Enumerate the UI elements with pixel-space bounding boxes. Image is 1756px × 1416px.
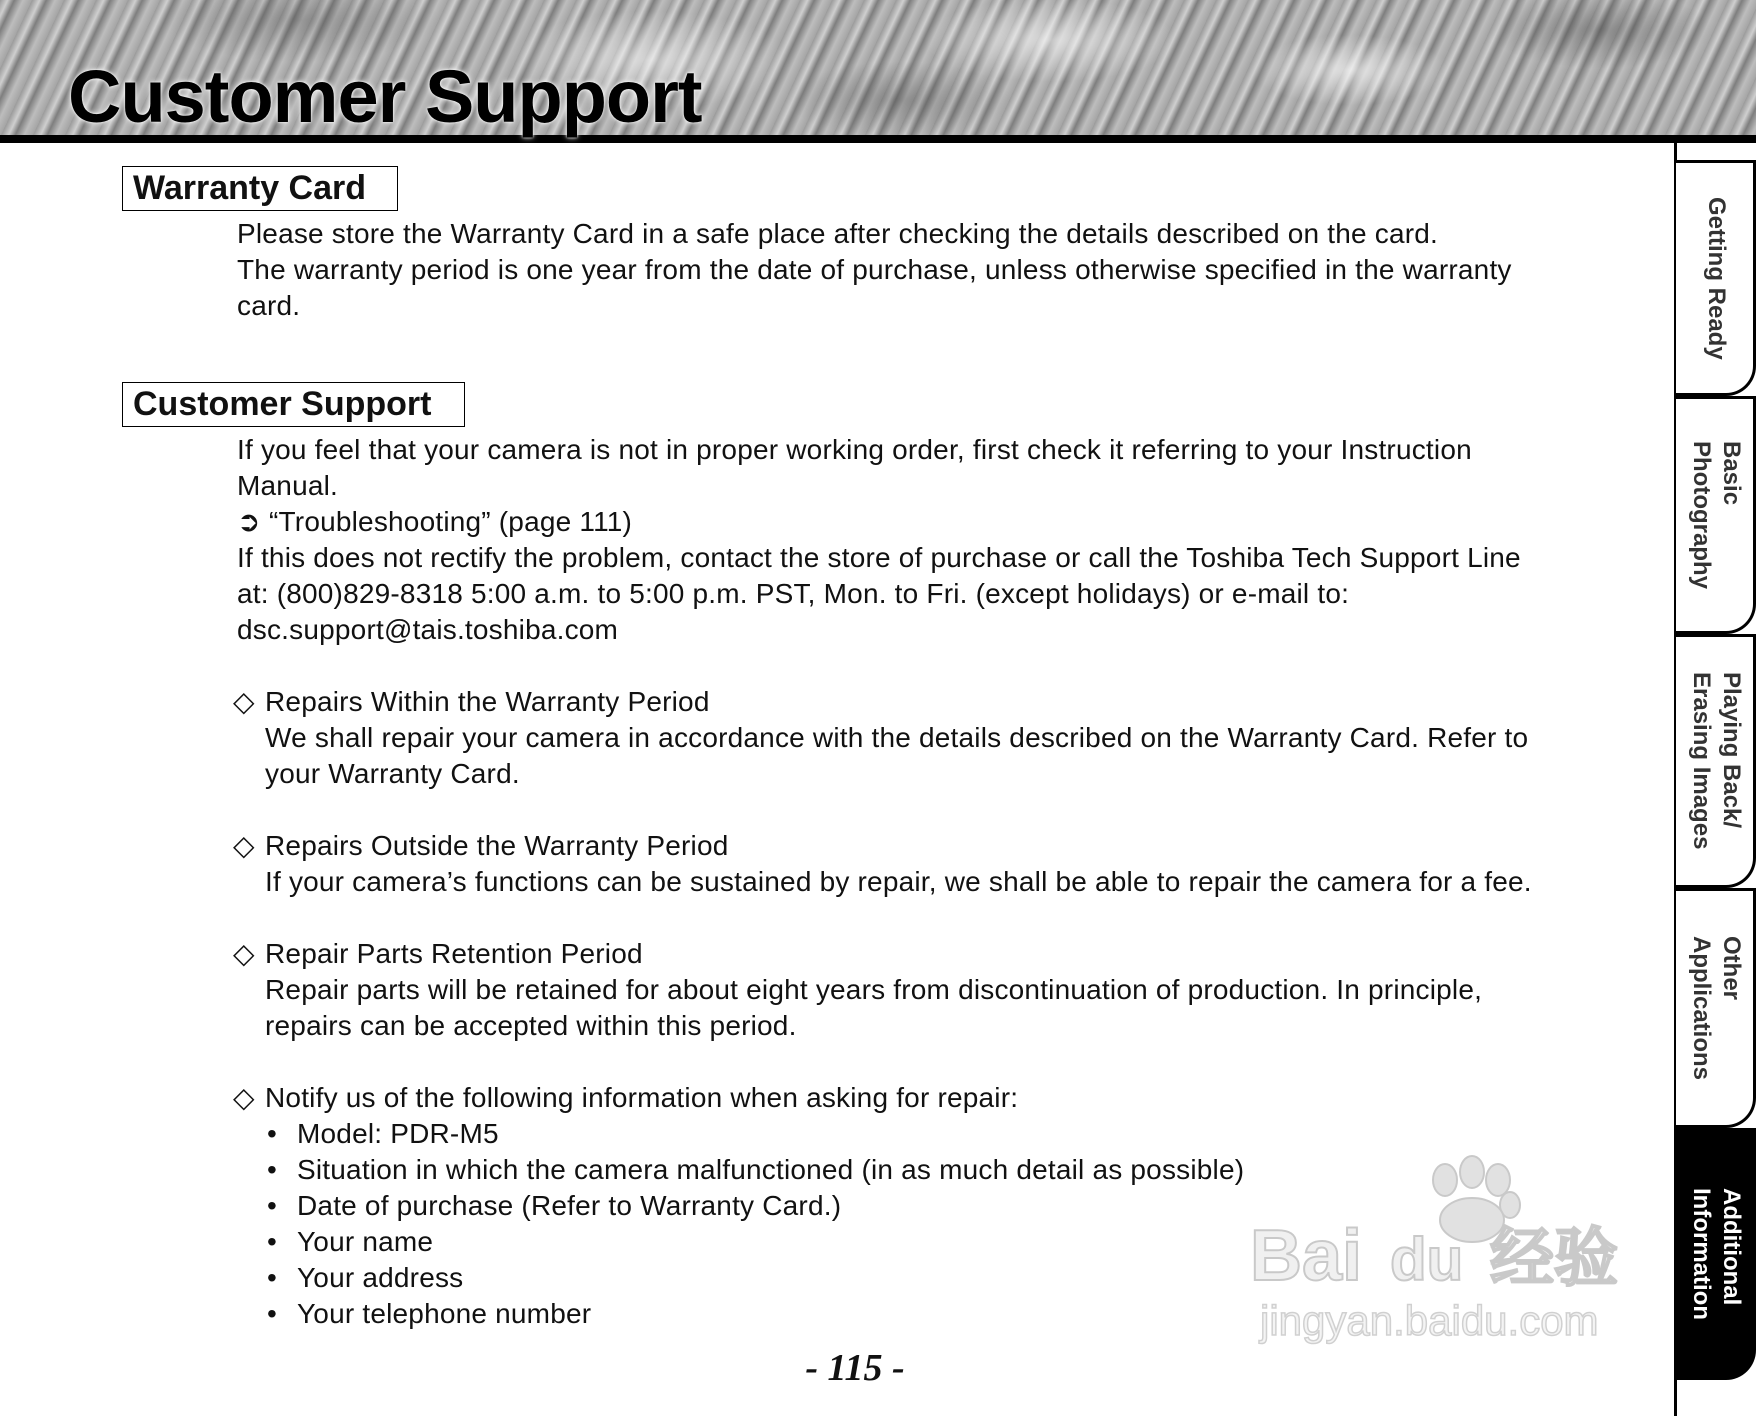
reference-arrow-icon: ➲ <box>237 506 261 537</box>
tab-getting-ready[interactable] <box>1676 160 1756 396</box>
warranty-line: card. <box>237 290 301 321</box>
tab-label: Playing Back/ Erasing Images <box>1688 672 1745 850</box>
list-item-text: Model: PDR-M5 <box>297 1118 499 1149</box>
bullet-icon: • <box>267 1262 278 1293</box>
warranty-line: The warranty period is one year from the date of purchase, unless otherwise specified in the warranty <box>237 254 1512 285</box>
list-item-text: Situation in which the camera malfunctioned (in as much detail as possible) <box>297 1154 1245 1185</box>
support-email[interactable]: dsc.support@tais.toshiba.com <box>237 614 619 645</box>
item-line: If your camera’s functions can be sustained by repair, we shall be able to repair the camera for a fee. <box>265 866 1532 897</box>
svg-text:经验: 经验 <box>1490 1222 1618 1296</box>
bullet-icon: • <box>267 1190 278 1221</box>
diamond-icon: ◇ <box>233 938 255 969</box>
list-item <box>233 1188 1244 1224</box>
troubleshooting-link[interactable]: “Troubleshooting” (page 111) <box>269 506 633 537</box>
diamond-icon: ◇ <box>233 1082 255 1113</box>
item-title <box>233 828 1532 864</box>
item-title-text: Notify us of the following information when asking for repair: <box>265 1082 1019 1113</box>
tab-label: Additional Information <box>1688 1188 1745 1320</box>
bullet-icon: • <box>267 1118 278 1149</box>
item-title-text: Repair Parts Retention Period <box>265 938 643 969</box>
warranty-card-heading <box>122 166 398 211</box>
list-item-text: Your name <box>297 1226 434 1257</box>
item-title <box>233 1080 1244 1116</box>
list-item <box>233 1116 1244 1152</box>
item-line: Repair parts will be retained for about eight years from discontinuation of production. In principle, <box>265 974 1483 1005</box>
bullet-icon: • <box>267 1298 278 1329</box>
list-item-text: Your address <box>297 1262 464 1293</box>
warranty-card-text <box>237 216 1512 324</box>
item-title <box>233 684 1528 720</box>
customer-support-text <box>237 432 1521 648</box>
diamond-icon: ◇ <box>233 830 255 861</box>
svg-text:du: du <box>1390 1226 1464 1293</box>
tab-label: Basic Photography <box>1688 441 1745 589</box>
page-number: - 115 - <box>805 1347 905 1389</box>
bullet-icon: • <box>267 1226 278 1257</box>
item-title-text: Repairs Within the Warranty Period <box>265 686 710 717</box>
tab-label: Getting Ready <box>1703 196 1730 360</box>
contact-line: If this does not rectify the problem, contact the store of purchase or call the Toshiba Tech Support Line <box>237 542 1521 573</box>
repairs-outside-warranty <box>233 828 1532 900</box>
repair-information-list <box>233 1080 1244 1332</box>
support-line: Manual. <box>237 470 339 501</box>
bullet-icon: • <box>267 1154 278 1185</box>
item-line: We shall repair your camera in accordance with the details described on the Warranty Card. Refer to <box>265 722 1529 753</box>
svg-text:jingyan.baidu.com: jingyan.baidu.com <box>1260 1297 1599 1344</box>
warranty-card-heading-label: Warranty Card <box>133 169 367 207</box>
item-line: repairs can be accepted within this period. <box>265 1010 797 1041</box>
diamond-icon: ◇ <box>233 686 255 717</box>
tab-other-applications[interactable] <box>1676 888 1756 1128</box>
customer-support-heading-label: Customer Support <box>133 385 432 423</box>
tab-label: Other Applications <box>1688 935 1745 1080</box>
item-title-text: Repairs Outside the Warranty Period <box>265 830 729 861</box>
baidu-watermark-logo <box>1240 1150 1660 1350</box>
warranty-line: Please store the Warranty Card in a safe place after checking the details described on the card. <box>237 218 1439 249</box>
customer-support-heading <box>122 382 465 427</box>
item-title <box>233 936 1482 972</box>
svg-text:Bai: Bai <box>1250 1216 1363 1296</box>
list-item <box>233 1260 1244 1296</box>
item-line: your Warranty Card. <box>265 758 520 789</box>
repair-parts-retention <box>233 936 1482 1044</box>
list-item <box>233 1296 1244 1332</box>
troubleshooting-reference <box>237 504 1521 540</box>
contact-line: at: (800)829-8318 5:00 a.m. to 5:00 p.m. PST, Mon. to Fri. (except holidays) or e-mail to: <box>237 578 1350 609</box>
tab-additional-information[interactable] <box>1676 1128 1756 1380</box>
tab-basic-photography[interactable] <box>1676 396 1756 634</box>
list-item <box>233 1152 1244 1188</box>
repairs-within-warranty <box>233 684 1528 792</box>
list-item-text: Date of purchase (Refer to Warranty Card.) <box>297 1190 842 1221</box>
list-item-text: Your telephone number <box>297 1298 592 1329</box>
tab-playing-back-erasing-images[interactable] <box>1676 634 1756 888</box>
list-item <box>233 1224 1244 1260</box>
page-title: Customer Support <box>68 55 702 138</box>
support-line: If you feel that your camera is not in proper working order, first check it referring to your Instruction <box>237 434 1472 465</box>
